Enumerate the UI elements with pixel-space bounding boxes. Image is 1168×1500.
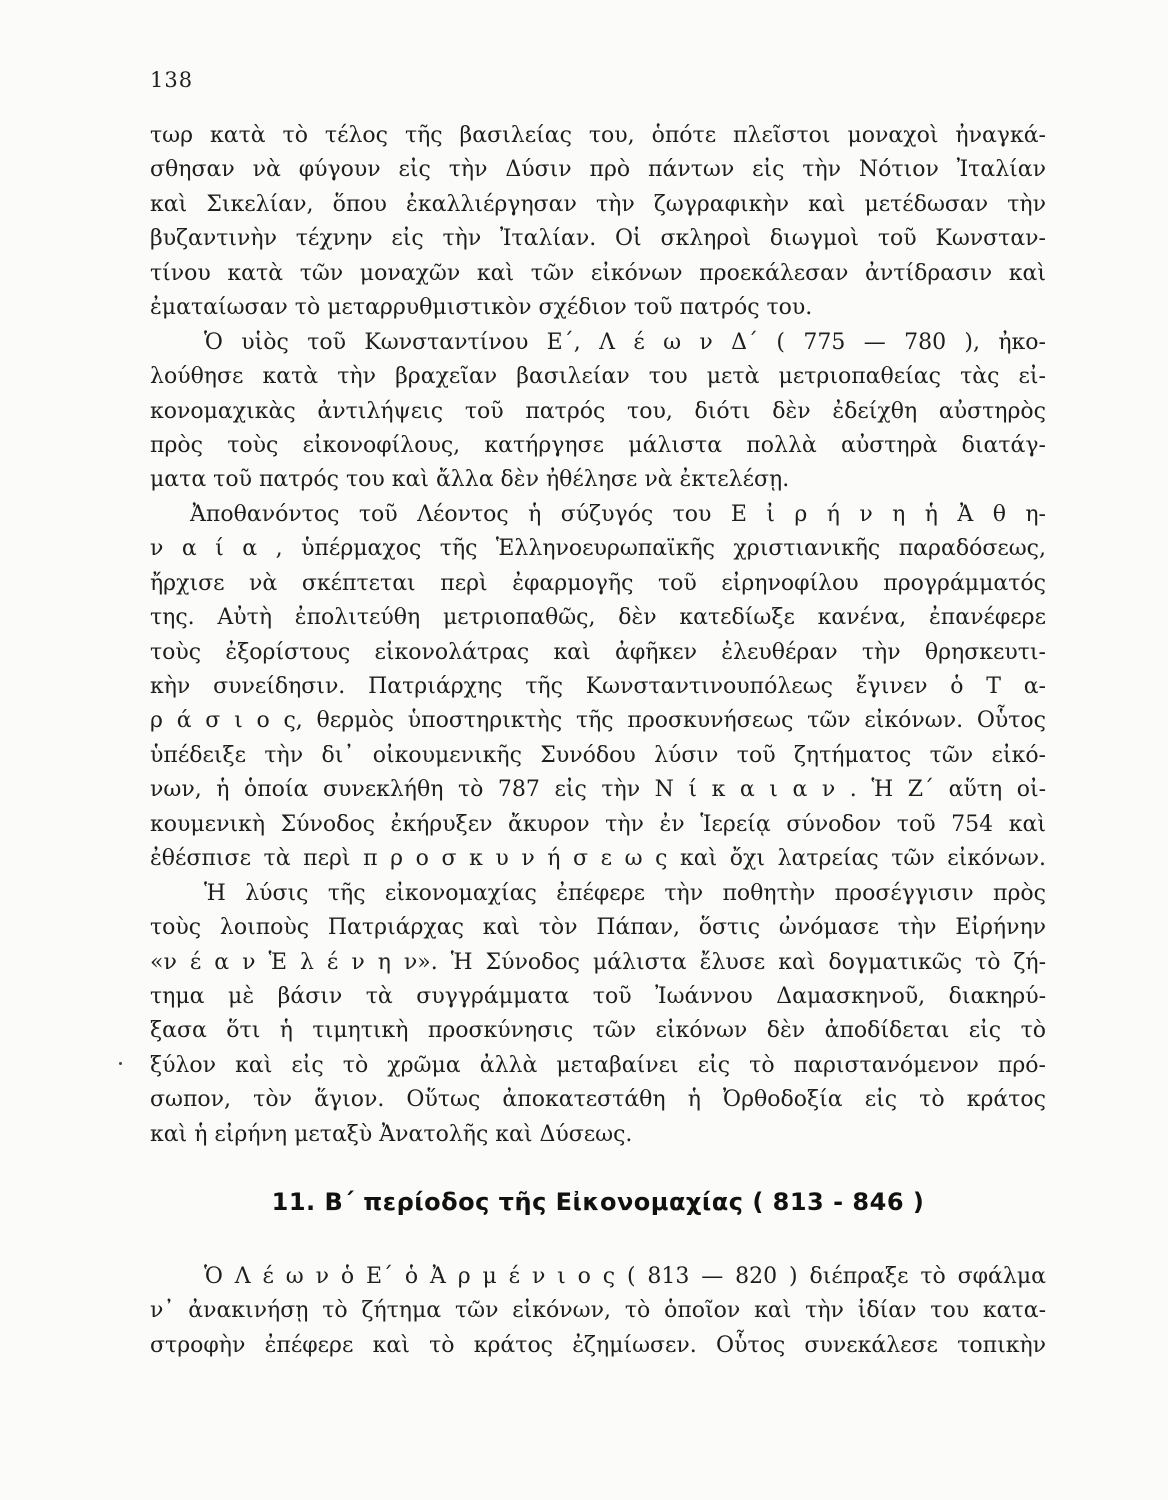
- section-heading: 11. Β΄ περίοδος τῆς Εἰκονομαχίας ( 813 - 846 ): [271, 1188, 925, 1216]
- text-line: βυζαντινὴν τέχνην εἰς τὴν Ἰταλίαν. Οἱ σκληροὶ διωγμοὶ τοῦ Κωνσταν-: [150, 226, 1046, 252]
- text-line: ματα τοῦ πατρός του καὶ ἄλλα δὲν ἠθέλησε νὰ ἐκτελέσῃ.: [150, 467, 790, 493]
- text-line: καὶ ἡ εἰρήνη μεταξὺ Ἀνατολῆς καὶ Δύσεως.: [150, 1121, 633, 1147]
- text-line: τοὺς λοιποὺς Πατριάρχας καὶ τὸν Πάπαν, ὅστις ὠνόμασε τὴν Εἰρήνην: [150, 915, 1046, 941]
- text-line: ν α ί α , ὑπέρμαχος τῆς Ἑλληνοευρωπαϊκῆς χριστιανικῆς παραδόσεως,: [150, 536, 1046, 562]
- page-number: 138: [150, 68, 194, 92]
- text-line: νων, ἡ ὁποία συνεκλήθη τὸ 787 εἰς τὴν Ν ί κ α ι α ν . Ἡ Ζ΄ αὕτη οἰ-: [150, 777, 1046, 803]
- text-line: ἐματαίωσαν τὸ μεταρρυθμιστικὸν σχέδιον τοῦ πατρός του.: [150, 295, 813, 321]
- text-line: Ὁ υἱὸς τοῦ Κωνσταντίνου Ε΄, Λ έ ω ν Δ΄ ( 775 — 780 ), ἠκο-: [204, 329, 1046, 355]
- text-line: ξασα ὅτι ἡ τιμητικὴ προσκύνησις τῶν εἰκόνων δὲν ἀποδίδεται εἰς τὸ: [150, 1018, 1046, 1044]
- text-line: Ὁ Λ έ ω ν ὁ Ε΄ ὁ Ἀ ρ μ έ ν ι ο ς ( 813 — 820 ) διέπραξε τὸ σφάλμα: [204, 1264, 1046, 1289]
- text-line: πρὸς τοὺς εἰκονοφίλους, κατήργησε μάλιστα πολλὰ αὐστηρὰ διατάγ-: [150, 432, 1046, 458]
- text-line: κονομαχικὰς ἀντιλήψεις τοῦ πατρός του, διότι δὲν ἐδείχθη αὐστηρὸς: [150, 398, 1046, 424]
- text-line: σθησαν νὰ φύγουν εἰς τὴν Δύσιν πρὸ πάντων εἰς τὴν Νότιον Ἰταλίαν: [150, 157, 1046, 183]
- text-line: τοὺς ἐξορίστους εἰκονολάτρας καὶ ἀφῆκεν ἐλευθέραν τὴν θρησκευτι-: [150, 639, 1046, 665]
- text-line: κὴν συνείδησιν. Πατριάρχης τῆς Κωνσταντινουπόλεως ἔγινεν ὁ Τ α-: [150, 674, 1046, 699]
- text-line: καὶ Σικελίαν, ὅπου ἐκαλλιέργησαν τὴν ζωγραφικὴν καὶ μετέδωσαν τὴν: [150, 191, 1046, 217]
- text-line: τημα μὲ βάσιν τὰ συγγράμματα τοῦ Ἰωάννου Δαμασκηνοῦ, διακηρύ-: [150, 983, 1046, 1009]
- text-line: τωρ κατὰ τὸ τέλος τῆς βασιλείας του, ὁπότε πλεῖστοι μοναχοὶ ἠναγκά-: [150, 123, 1046, 148]
- text-line: ἤρχισε νὰ σκέπτεται περὶ ἐφαρμογῆς τοῦ εἰρηνοφίλου προγράμματός: [150, 570, 1046, 596]
- text-line: λούθησε κατὰ τὴν βραχεῖαν βασιλείαν του μετὰ μετριοπαθείας τὰς εἰ-: [150, 364, 1046, 390]
- text-line: σωπον, τὸν ἅγιον. Οὕτως ἀποκατεστάθη ἡ Ὀρθοδοξία εἰς τὸ κράτος: [150, 1087, 1046, 1113]
- text-line: τίνου κατὰ τῶν μοναχῶν καὶ τῶν εἰκόνων προεκάλεσαν ἀντίδρασιν καὶ: [150, 260, 1046, 286]
- text-line: κουμενικὴ Σύνοδος ἐκήρυξεν ἄκυρον τὴν ἐν Ἱερείᾳ σύνοδον τοῦ 754 καὶ: [150, 811, 1046, 837]
- text-line: ξύλον καὶ εἰς τὸ χρῶμα ἀλλὰ μεταβαίνει εἰς τὸ παριστανόμενον πρό-: [150, 1052, 1046, 1078]
- body-text-block-2: [150, 1260, 1046, 1363]
- text-line: «ν έ α ν Ἑ λ έ ν η ν». Ἡ Σύνοδος μάλιστα ἔλυσε καὶ δογματικῶς τὸ ζή-: [150, 949, 1046, 975]
- text-line: ρ ά σ ι ο ς, θερμὸς ὑποστηρικτὴς τῆς προσκυνήσεως τῶν εἰκόνων. Οὗτος: [150, 708, 1046, 734]
- body-text-block-1: [150, 119, 1046, 1152]
- text-line: στροφὴν ἐπέφερε καὶ τὸ κράτος ἐζημίωσεν. Οὗτος συνεκάλεσε τοπικὴν: [150, 1332, 1046, 1358]
- text-line: ὑπέδειξε τὴν δι᾽ οἰκουμενικῆς Συνόδου λύσιν τοῦ ζητήματος τῶν εἰκό-: [150, 742, 1046, 768]
- text-line: Ἡ λύσις τῆς εἰκονομαχίας ἐπέφερε τὴν ποθητὴν προσέγγισιν πρὸς: [204, 880, 1046, 906]
- margin-ink-dot: [119, 1062, 122, 1065]
- text-line: ἐθέσπισε τὰ περὶ π ρ ο σ κ υ ν ή σ ε ω ς καὶ ὄχι λατρείας τῶν εἰκόνων.: [150, 846, 1046, 872]
- text-line: της. Αὐτὴ ἐπολιτεύθη μετριοπαθῶς, δὲν κατεδίωξε κανένα, ἐπανέφερε: [150, 605, 1046, 631]
- text-line: Ἀποθανόντος τοῦ Λέοντος ἡ σύζυγός του Ε ἰ ρ ή ν η ἡ Ἀ θ η-: [190, 501, 1046, 527]
- text-line: ν᾽ ἀνακινήσῃ τὸ ζήτημα τῶν εἰκόνων, τὸ ὁποῖον καὶ τὴν ἰδίαν του κατα-: [150, 1298, 1046, 1324]
